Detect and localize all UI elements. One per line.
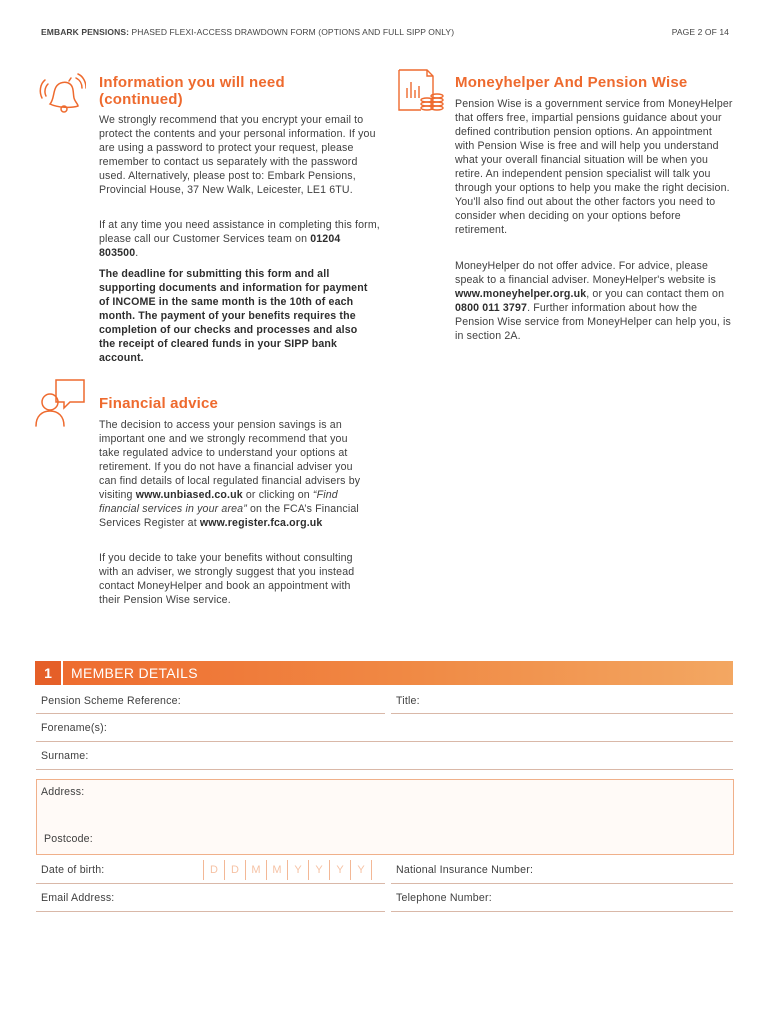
pension-wise-para: Pension Wise is a government service from MoneyHelper that offers free, impartial pensions guidance about your defined contribution pension options. An appointment with Pension Wise is free and will help you understand what your overall financial situation will be when you retire. An independent pension specialist will talk you through your options to help you make the right decision. You'll also find out about the other factors you need to consider when deciding on your options before retirement. [455, 98, 733, 236]
find-services-quote: “Find financial services in your area” [99, 489, 338, 515]
member-details-section-header [35, 661, 733, 685]
section-title: MEMBER DETAILS [71, 665, 198, 681]
unbiased-link[interactable]: www.unbiased.co.uk [135, 489, 243, 501]
info-para-assistance: If at any time you need assistance in completing this form, please call our Customer Services team on 01204 803500. [99, 219, 380, 259]
moneyhelper-phone: 0800 011 3797 [455, 302, 528, 314]
dob-month-digit[interactable]: M [245, 860, 266, 880]
title-input[interactable] [391, 713, 733, 714]
postcode-label: Postcode: [44, 833, 93, 845]
dob-year-digit[interactable]: Y [287, 860, 308, 880]
deadline-notice: The deadline for submitting this form and all supporting documents and information for payment of INCOME in the same month is the 10th of each month. The payment of your benefits requires the completion of our checks and processes and also the receipt of cleared funds in your SIPP bank account. [99, 268, 368, 364]
telephone-number-label: Telephone Number: [396, 892, 492, 904]
header-title: PHASED FLEXI-ACCESS DRAWDOWN FORM (OPTIONS AND FULL SIPP ONLY) [131, 27, 455, 37]
financial-advice-heading: Financial advice [99, 395, 219, 412]
national-insurance-label: National Insurance Number: [396, 864, 534, 876]
dob-year-digit[interactable]: Y [350, 860, 372, 880]
surname-input[interactable] [36, 769, 733, 770]
pension-chart-icon [397, 68, 445, 116]
customer-services-phone: 01204 803500 [99, 233, 341, 259]
dob-year-digit[interactable]: Y [308, 860, 329, 880]
dob-day-digit[interactable]: D [224, 860, 245, 880]
pension-scheme-reference-label: Pension Scheme Reference: [41, 695, 181, 707]
address-input[interactable] [36, 779, 734, 855]
info-para-encrypt: We strongly recommend that you encrypt your email to protect the contents and your personal information. If you are using a password to protect your request, please remember to contact us separately with the password used. Alternatively, please post to: Embark Pensions, Provincial House, 37 New Walk, Leicester, LE1 6TU. [99, 114, 376, 196]
title-label: Title: [396, 695, 420, 707]
telephone-number-input[interactable] [391, 911, 733, 912]
moneyhelper-advice-para: MoneyHelper do not offer advice. For advice, please speak to a financial adviser. MoneyHelper's website is www.moneyhelper.org.uk, or you can contact them on 0800 011 3797. Further information about how the Pension Wise service from MoneyHelper can help you, is in section 2A. [455, 260, 732, 342]
date-of-birth-label: Date of birth: [41, 864, 105, 876]
email-address-label: Email Address: [41, 892, 115, 904]
no-adviser-para: If you decide to take your benefits without consulting with an adviser, we strongly suggest that you instead contact MoneyHelper and book an appointment with their Pension Wise service. [99, 552, 355, 606]
page-number: PAGE 2 OF 14 [671, 27, 729, 37]
financial-advice-para: The decision to access your pension savings is an important one and we strongly recommend that you take regulated advice to understand your options at retirement. If you do not have a financial adviser you can find details of local regulated financial advisers by visiting www.unbiased.co.uk or clicking on “Find financial services in your area” on the FCA’s Financial Services Register at www.register.fca.org.uk [99, 419, 361, 529]
fca-register-link[interactable]: www.register.fca.org.uk [199, 517, 323, 529]
info-heading: Information you will need (continued) [99, 74, 285, 108]
dob-row-rule [36, 883, 385, 884]
dob-month-digit[interactable]: M [266, 860, 287, 880]
dob-day-digit[interactable]: D [203, 860, 224, 880]
email-address-input[interactable] [36, 911, 385, 912]
date-of-birth-input[interactable] [203, 860, 372, 880]
adviser-chat-icon [34, 378, 86, 428]
forenames-input[interactable] [36, 741, 733, 742]
bell-icon [36, 70, 86, 120]
address-label: Address: [41, 786, 85, 798]
moneyhelper-link[interactable]: www.moneyhelper.org.uk [455, 288, 587, 300]
dob-year-digit[interactable]: Y [329, 860, 350, 880]
pension-scheme-reference-input[interactable] [36, 713, 385, 714]
page-header [41, 27, 729, 37]
section-separator [61, 661, 63, 685]
moneyhelper-heading: Moneyhelper And Pension Wise [455, 74, 688, 91]
section-number: 1 [35, 661, 61, 685]
forenames-label: Forename(s): [41, 722, 107, 734]
surname-label: Surname: [41, 750, 89, 762]
header-brand: EMBARK PENSIONS: [41, 27, 130, 37]
national-insurance-input[interactable] [391, 883, 733, 884]
